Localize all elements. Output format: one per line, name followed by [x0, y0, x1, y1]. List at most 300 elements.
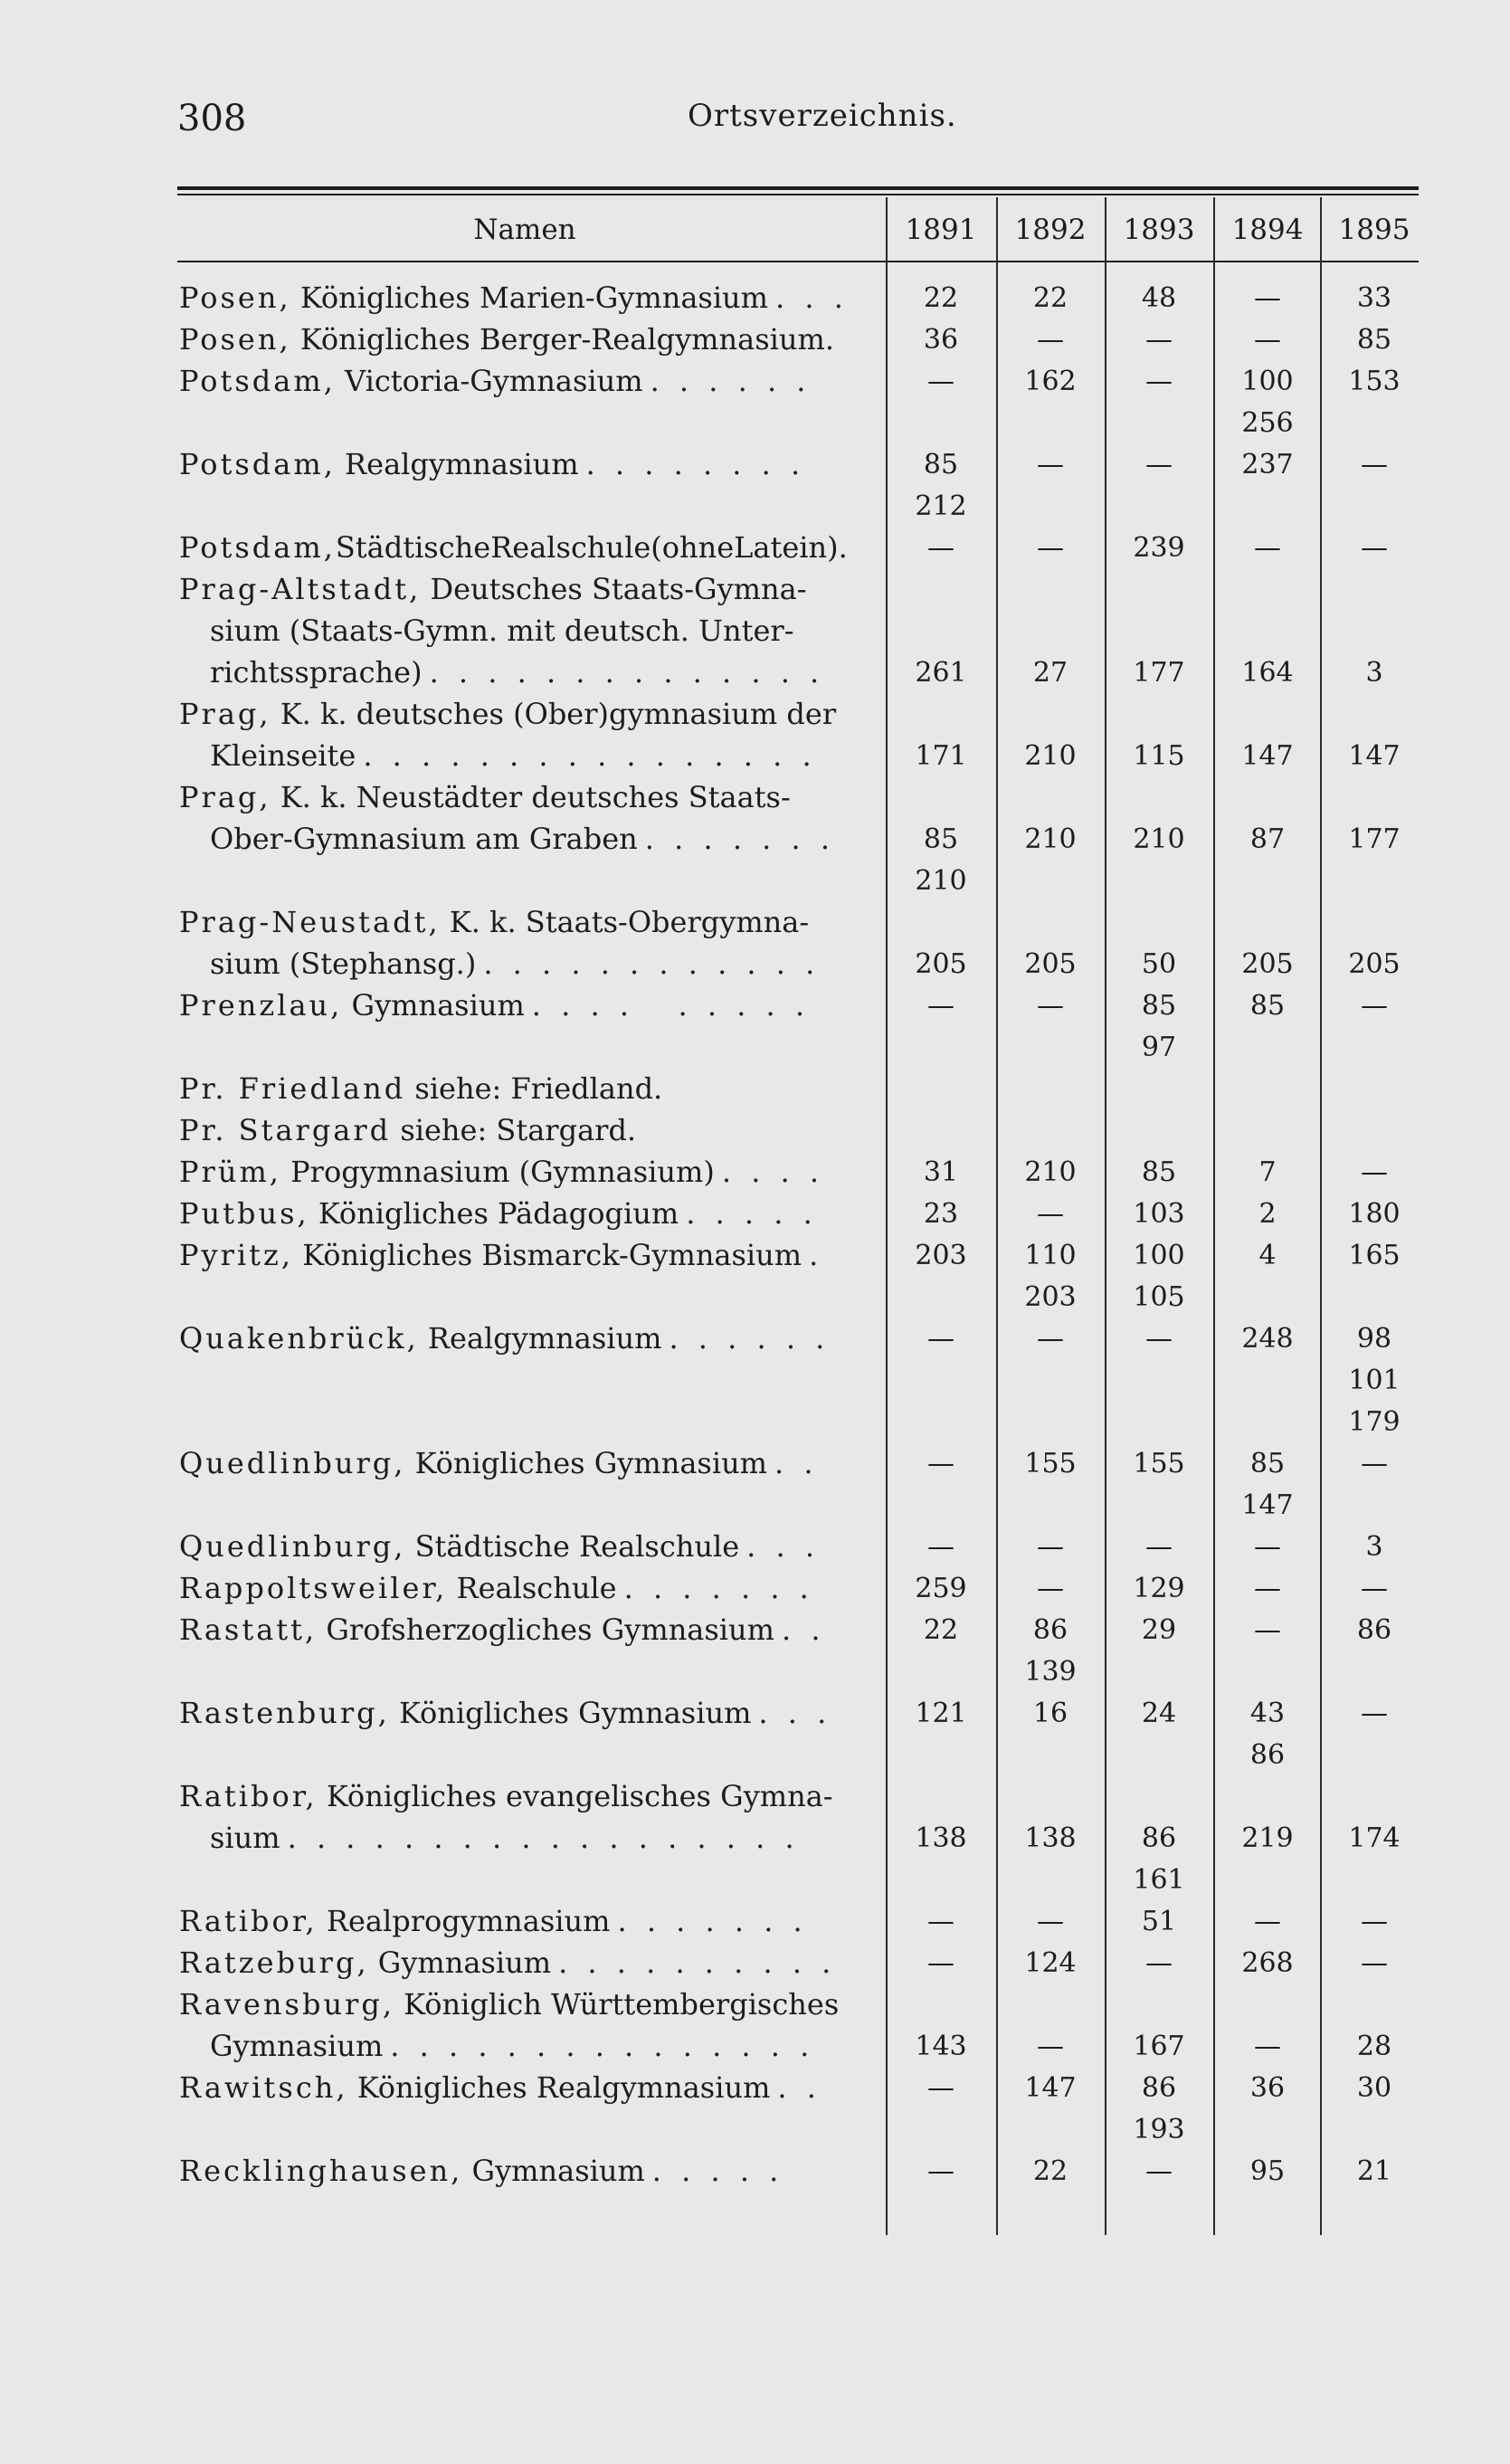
cell-1892: 139: [1024, 1656, 1077, 1688]
cell-1895: —: [1361, 532, 1388, 564]
top-rule: [177, 186, 1419, 190]
cell-1894: 164: [1241, 657, 1294, 689]
table-row: [0, 655, 1510, 697]
cell-1895: 85: [1356, 324, 1392, 356]
cell-1893: 161: [1133, 1864, 1185, 1896]
cell-1895: 21: [1356, 2155, 1392, 2187]
cell-1892: 155: [1024, 1448, 1077, 1479]
cell-1894: 36: [1249, 2072, 1286, 2104]
institution-desc: Progymnasium (Gymnasium): [280, 1155, 715, 1189]
cell-1892: 138: [1024, 1822, 1077, 1854]
institution-desc: Realgymnasium: [335, 447, 579, 481]
cell-1895: —: [1361, 1448, 1388, 1479]
cell-1892: —: [1037, 1531, 1064, 1563]
institution-desc: StädtischeRealschule(ohneLatein).: [335, 530, 848, 565]
row-name: [179, 697, 843, 731]
table-row: [0, 1113, 1510, 1155]
row-name: [179, 1696, 831, 1730]
place-name: Ratibor,: [179, 1904, 318, 1938]
table-row: [0, 697, 1510, 738]
cell-1893: 85: [1141, 990, 1177, 1022]
row-name: [210, 1821, 800, 1855]
row-name: [179, 1238, 823, 1272]
row-name: [179, 530, 855, 565]
cell-1893: 50: [1141, 948, 1177, 980]
row-name: [179, 1987, 846, 2022]
row-name: [179, 1779, 840, 1813]
cell-1894: 2: [1258, 1198, 1277, 1230]
cell-1893: 29: [1141, 1614, 1177, 1646]
cell-1891: —: [927, 1531, 954, 1563]
cell-1891: —: [927, 1947, 954, 1979]
leader-dots: . . . . . . . . .: [531, 988, 811, 1023]
header-year-1893: 1893: [1123, 214, 1195, 246]
leader-dots: . . . . . . .: [644, 822, 836, 856]
institution-desc: Gymnasium: [368, 1946, 552, 1980]
institution-desc: sium (Stephansg.): [210, 947, 477, 981]
cell-1894: 7: [1258, 1156, 1277, 1188]
row-name: [179, 1404, 186, 1439]
top-rule-thin: [177, 194, 1419, 195]
table-row: [0, 1155, 1510, 1196]
cell-1893: 85: [1141, 1156, 1177, 1188]
cell-1893: 103: [1133, 1198, 1185, 1230]
cell-1893: 210: [1133, 823, 1185, 855]
institution-desc: sium (Staats-Gymn. mit deutsch. Unter-: [210, 614, 794, 648]
cell-1895: 33: [1356, 282, 1392, 314]
cell-1894: —: [1254, 2031, 1281, 2062]
place-name: Posen,: [179, 281, 291, 315]
cell-1893: —: [1145, 2155, 1173, 2187]
cell-1894: 256: [1241, 407, 1294, 439]
cell-1891: —: [927, 1906, 954, 1937]
institution-desc: Realgymnasium: [418, 1321, 662, 1356]
row-name: [179, 1946, 836, 1980]
cell-1894: 268: [1241, 1947, 1294, 1979]
cell-1893: —: [1145, 1947, 1173, 1979]
cell-1894: 85: [1249, 990, 1286, 1022]
cell-1894: 248: [1241, 1323, 1294, 1355]
cell-1892: —: [1037, 449, 1064, 480]
place-name: Pr. Stargard: [179, 1113, 392, 1147]
institution-desc: sium: [210, 1821, 280, 1855]
institution-desc: Deutsches Staats-Gymna-: [421, 572, 807, 606]
cell-1895: 179: [1348, 1406, 1401, 1438]
cell-1895: 153: [1348, 366, 1401, 397]
leader-dots: . . . . . . . . . . . . . . .: [390, 2029, 815, 2063]
row-name: [179, 2070, 821, 2105]
cell-1895: 147: [1348, 740, 1401, 772]
cell-1893: 100: [1133, 1240, 1185, 1271]
institution-desc: Gymnasium: [462, 2154, 645, 2188]
leader-dots: . . . . .: [651, 2154, 784, 2188]
cell-1895: 30: [1356, 2072, 1392, 2104]
place-name: Potsdam,: [179, 447, 336, 481]
place-name: Rawitsch,: [179, 2070, 348, 2105]
cell-1895: 3: [1365, 657, 1383, 689]
place-name: Quedlinburg,: [179, 1446, 406, 1480]
cell-1893: 51: [1141, 1906, 1177, 1937]
table-row: [0, 2154, 1510, 2195]
cell-1892: 124: [1024, 1947, 1077, 1979]
leader-dots: . . . . .: [686, 1196, 818, 1231]
place-name: Prenzlau,: [179, 988, 343, 1023]
cell-1894: 219: [1241, 1822, 1294, 1854]
table-row: [0, 1404, 1510, 1446]
cell-1894: 85: [1249, 1448, 1286, 1479]
place-name: Prag,: [179, 697, 271, 731]
cell-1895: —: [1361, 449, 1388, 480]
cell-1894: 100: [1241, 366, 1294, 397]
cell-1891: —: [927, 1448, 954, 1479]
cell-1894: 87: [1249, 823, 1286, 855]
institution-desc: Realprogymnasium: [317, 1904, 611, 1938]
place-name: Posen,: [179, 322, 291, 357]
table-row: [0, 988, 1510, 1030]
cell-1895: 3: [1365, 1531, 1383, 1563]
table-row: [0, 1946, 1510, 1987]
cell-1891: —: [927, 1323, 954, 1355]
cell-1895: 86: [1356, 1614, 1392, 1646]
institution-desc: Städtische Realschule: [405, 1529, 740, 1564]
row-name: [179, 780, 798, 814]
row-name: [179, 1071, 670, 1106]
row-name: [179, 1862, 186, 1897]
cell-1893: 105: [1133, 1281, 1185, 1313]
header-year-1891: 1891: [905, 214, 977, 246]
cell-1891: 259: [915, 1573, 967, 1604]
row-name: [179, 447, 805, 481]
row-name: [179, 1488, 186, 1522]
cell-1894: 95: [1249, 2155, 1286, 2187]
page-number: 308: [177, 98, 247, 139]
place-name: Ratibor,: [179, 1779, 318, 1813]
cell-1895: 98: [1356, 1323, 1392, 1355]
institution-desc: siehe: Stargard.: [391, 1113, 637, 1147]
place-name: Putbus,: [179, 1196, 309, 1231]
cell-1891: —: [927, 2072, 954, 2104]
cell-1893: 239: [1133, 532, 1185, 564]
cell-1895: —: [1361, 1156, 1388, 1188]
table-row: [0, 614, 1510, 655]
row-name: [179, 1363, 186, 1397]
cell-1892: —: [1037, 990, 1064, 1022]
cell-1891: 171: [915, 740, 967, 772]
table-row: [0, 1238, 1510, 1280]
table-row: [0, 447, 1510, 489]
place-name: Ravensburg,: [179, 1987, 394, 2022]
row-name: [210, 738, 817, 773]
cell-1892: —: [1037, 2031, 1064, 2062]
table-row: [0, 1446, 1510, 1488]
row-name: [210, 614, 802, 648]
cell-1895: —: [1361, 1947, 1388, 1979]
cell-1892: 162: [1024, 366, 1077, 397]
institution-desc: richtssprache): [210, 655, 423, 690]
table-row: [0, 1779, 1510, 1821]
place-name: Pyritz,: [179, 1238, 294, 1272]
row-name: [179, 863, 186, 898]
table-row: [0, 489, 1510, 530]
cell-1893: 97: [1141, 1032, 1177, 1063]
leader-dots: . . . . . .: [669, 1321, 831, 1356]
row-name: [179, 489, 186, 523]
leader-dots: . . . . . . . . . . . . . . . . . .: [287, 1821, 800, 1855]
table-row: [0, 947, 1510, 988]
cell-1895: 165: [1348, 1240, 1401, 1271]
row-name: [179, 1613, 826, 1647]
leader-dots: . .: [777, 2070, 821, 2105]
institution-desc: Kleinseite: [210, 738, 356, 773]
cell-1894: 147: [1241, 1489, 1294, 1521]
row-name: [179, 1280, 186, 1314]
row-name: [179, 988, 810, 1023]
row-name: [179, 1529, 820, 1564]
table-row: [0, 1737, 1510, 1779]
cell-1893: —: [1145, 449, 1173, 480]
cell-1892: —: [1037, 532, 1064, 564]
institution-desc: Victoria-Gymnasium: [335, 364, 643, 398]
cell-1891: 205: [915, 948, 967, 980]
institution-desc: Grofsherzogliches Gymnasium: [317, 1613, 774, 1647]
cell-1892: 147: [1024, 2072, 1077, 2104]
place-name: Rappoltsweiler,: [179, 1571, 448, 1605]
place-name: Potsdam,: [179, 530, 336, 565]
header-year-1895: 1895: [1338, 214, 1410, 246]
table-row: [0, 1280, 1510, 1321]
leader-dots: . . .: [746, 1529, 820, 1564]
running-title: Ortsverzeichnis.: [688, 98, 957, 134]
cell-1894: 4: [1258, 1240, 1277, 1271]
table-row: [0, 1696, 1510, 1737]
leader-dots: . .: [781, 1613, 826, 1647]
table-row: [0, 863, 1510, 905]
table-row: [0, 281, 1510, 322]
table-row: [0, 1862, 1510, 1904]
row-name: [179, 2112, 186, 2146]
place-name: Prüm,: [179, 1155, 281, 1189]
cell-1893: 129: [1133, 1573, 1185, 1604]
institution-desc: Ober-Gymnasium am Graben: [210, 822, 638, 856]
row-name: [179, 1321, 830, 1356]
cell-1894: —: [1254, 1906, 1281, 1937]
table-row: [0, 1654, 1510, 1696]
cell-1892: 27: [1032, 657, 1068, 689]
place-name: Pr. Friedland: [179, 1071, 406, 1106]
table-row: [0, 822, 1510, 863]
cell-1893: 86: [1141, 1822, 1177, 1854]
cell-1891: 31: [923, 1156, 959, 1188]
table-row: [0, 2070, 1510, 2112]
cell-1891: 36: [923, 324, 959, 356]
row-name: [179, 281, 849, 315]
institution-desc: Realschule: [447, 1571, 617, 1605]
row-name: [179, 1030, 186, 1064]
table-row: [0, 1196, 1510, 1238]
cell-1892: —: [1037, 1573, 1064, 1604]
leader-dots: . . . . . . . . . . . . . .: [429, 655, 825, 690]
cell-1894: —: [1254, 1573, 1281, 1604]
cell-1893: —: [1145, 324, 1173, 356]
row-name: [210, 822, 835, 856]
table-row: [0, 1071, 1510, 1113]
leader-dots: . . .: [775, 281, 849, 315]
cell-1891: 85: [923, 823, 959, 855]
table-row: [0, 1488, 1510, 1529]
header-name-col: Namen: [473, 214, 576, 246]
institution-desc: Königliches Marien-Gymnasium: [290, 281, 768, 315]
cell-1891: 22: [923, 282, 959, 314]
cell-1895: —: [1361, 990, 1388, 1022]
table-row: [0, 2029, 1510, 2070]
table-row: [0, 1821, 1510, 1862]
cell-1893: 115: [1133, 740, 1185, 772]
table-row: [0, 405, 1510, 447]
cell-1894: 86: [1249, 1739, 1286, 1771]
table-row: [0, 905, 1510, 947]
leader-dots: . . . . . . . . . . . . . . . .: [363, 738, 817, 773]
row-name: [179, 1196, 818, 1231]
cell-1892: —: [1037, 1198, 1064, 1230]
cell-1893: —: [1145, 1531, 1173, 1563]
cell-1894: —: [1254, 1531, 1281, 1563]
institution-desc: Königlich Württembergisches: [394, 1987, 840, 2022]
cell-1895: 174: [1348, 1822, 1401, 1854]
table-row: [0, 1571, 1510, 1613]
table-row: [0, 322, 1510, 364]
table-row: [0, 1321, 1510, 1363]
cell-1892: 210: [1024, 1156, 1077, 1188]
cell-1893: 48: [1141, 282, 1177, 314]
row-name: [179, 1904, 808, 1938]
cell-1893: 167: [1133, 2031, 1185, 2062]
institution-desc: Königliches evangelisches Gymna-: [317, 1779, 833, 1813]
leader-dots: . . . . . .: [650, 364, 812, 398]
row-name: [179, 1737, 186, 1772]
header-year-1894: 1894: [1231, 214, 1304, 246]
cell-1892: 203: [1024, 1281, 1077, 1313]
cell-1891: 210: [915, 865, 967, 897]
cell-1894: —: [1254, 1614, 1281, 1646]
cell-1895: —: [1361, 1906, 1388, 1937]
cell-1893: 155: [1133, 1448, 1185, 1479]
cell-1891: —: [927, 990, 954, 1022]
table-row: [0, 1363, 1510, 1404]
cell-1894: 205: [1241, 948, 1294, 980]
table-row: [0, 1030, 1510, 1071]
cell-1892: 16: [1032, 1698, 1068, 1729]
row-name: [210, 2029, 814, 2063]
row-name: [179, 1654, 186, 1689]
cell-1894: —: [1254, 282, 1281, 314]
cell-1892: 210: [1024, 740, 1077, 772]
cell-1894: 43: [1249, 1698, 1286, 1729]
header-rule: [177, 261, 1419, 262]
cell-1891: 143: [915, 2031, 967, 2062]
cell-1891: 22: [923, 1614, 959, 1646]
cell-1893: —: [1145, 1323, 1173, 1355]
row-name: [179, 1446, 819, 1480]
cell-1894: —: [1254, 324, 1281, 356]
cell-1893: 177: [1133, 657, 1185, 689]
cell-1893: 193: [1133, 2114, 1185, 2145]
place-name: Prag,: [179, 780, 271, 814]
institution-desc: Königliches Gymnasium: [405, 1446, 768, 1480]
leader-dots: . . . . . . .: [617, 1904, 808, 1938]
row-name: [179, 322, 841, 357]
cell-1892: 86: [1032, 1614, 1068, 1646]
place-name: Quedlinburg,: [179, 1529, 406, 1564]
place-name: Quakenbrück,: [179, 1321, 419, 1356]
table-row: [0, 364, 1510, 405]
cell-1894: 147: [1241, 740, 1294, 772]
place-name: Prag-Neustadt,: [179, 905, 441, 939]
leader-dots: . . . . . . . . . . . .: [483, 947, 821, 981]
table-row: [0, 780, 1510, 822]
row-name: [210, 947, 820, 981]
cell-1895: 180: [1348, 1198, 1401, 1230]
cell-1895: 177: [1348, 823, 1401, 855]
table-row: [0, 1987, 1510, 2029]
cell-1891: 212: [915, 490, 967, 522]
cell-1892: —: [1037, 1906, 1064, 1937]
row-name: [179, 1571, 814, 1605]
table-row: [0, 572, 1510, 614]
place-name: Potsdam,: [179, 364, 336, 398]
table-row: [0, 530, 1510, 572]
cell-1892: 22: [1032, 2155, 1068, 2187]
cell-1892: 210: [1024, 823, 1077, 855]
institution-desc: Königliches Realgymnasium: [347, 2070, 771, 2105]
table-row: [0, 738, 1510, 780]
cell-1893: —: [1145, 366, 1173, 397]
cell-1895: 205: [1348, 948, 1401, 980]
row-name: [179, 1155, 824, 1189]
cell-1891: —: [927, 532, 954, 564]
institution-desc: Königliches Pädagogium: [309, 1196, 679, 1231]
cell-1891: —: [927, 2155, 954, 2187]
institution-desc: Königliches Gymnasium: [389, 1696, 752, 1730]
cell-1891: 138: [915, 1822, 967, 1854]
row-name: [179, 905, 816, 939]
cell-1894: 237: [1241, 449, 1294, 480]
institution-desc: Gymnasium: [342, 988, 525, 1023]
cell-1893: 24: [1141, 1698, 1177, 1729]
place-name: Rastatt,: [179, 1613, 318, 1647]
table-row: [0, 1529, 1510, 1571]
cell-1892: —: [1037, 324, 1064, 356]
cell-1895: —: [1361, 1698, 1388, 1729]
cell-1891: 203: [915, 1240, 967, 1271]
table-row: [0, 1613, 1510, 1654]
table-row: [0, 1904, 1510, 1946]
cell-1891: 85: [923, 449, 959, 480]
institution-desc: K. k. Neustädter deutsches Staats-: [271, 780, 791, 814]
table-row: [0, 2112, 1510, 2154]
cell-1892: —: [1037, 1323, 1064, 1355]
cell-1895: 101: [1348, 1365, 1401, 1396]
cell-1892: 205: [1024, 948, 1077, 980]
cell-1895: —: [1361, 1573, 1388, 1604]
institution-desc: siehe: Friedland.: [405, 1071, 663, 1106]
cell-1895: 28: [1356, 2031, 1392, 2062]
place-name: Ratzeburg,: [179, 1946, 369, 1980]
leader-dots: . . .: [758, 1696, 832, 1730]
row-name: [179, 364, 811, 398]
cell-1891: 121: [915, 1698, 967, 1729]
place-name: Rastenburg,: [179, 1696, 390, 1730]
row-name: [179, 405, 186, 440]
